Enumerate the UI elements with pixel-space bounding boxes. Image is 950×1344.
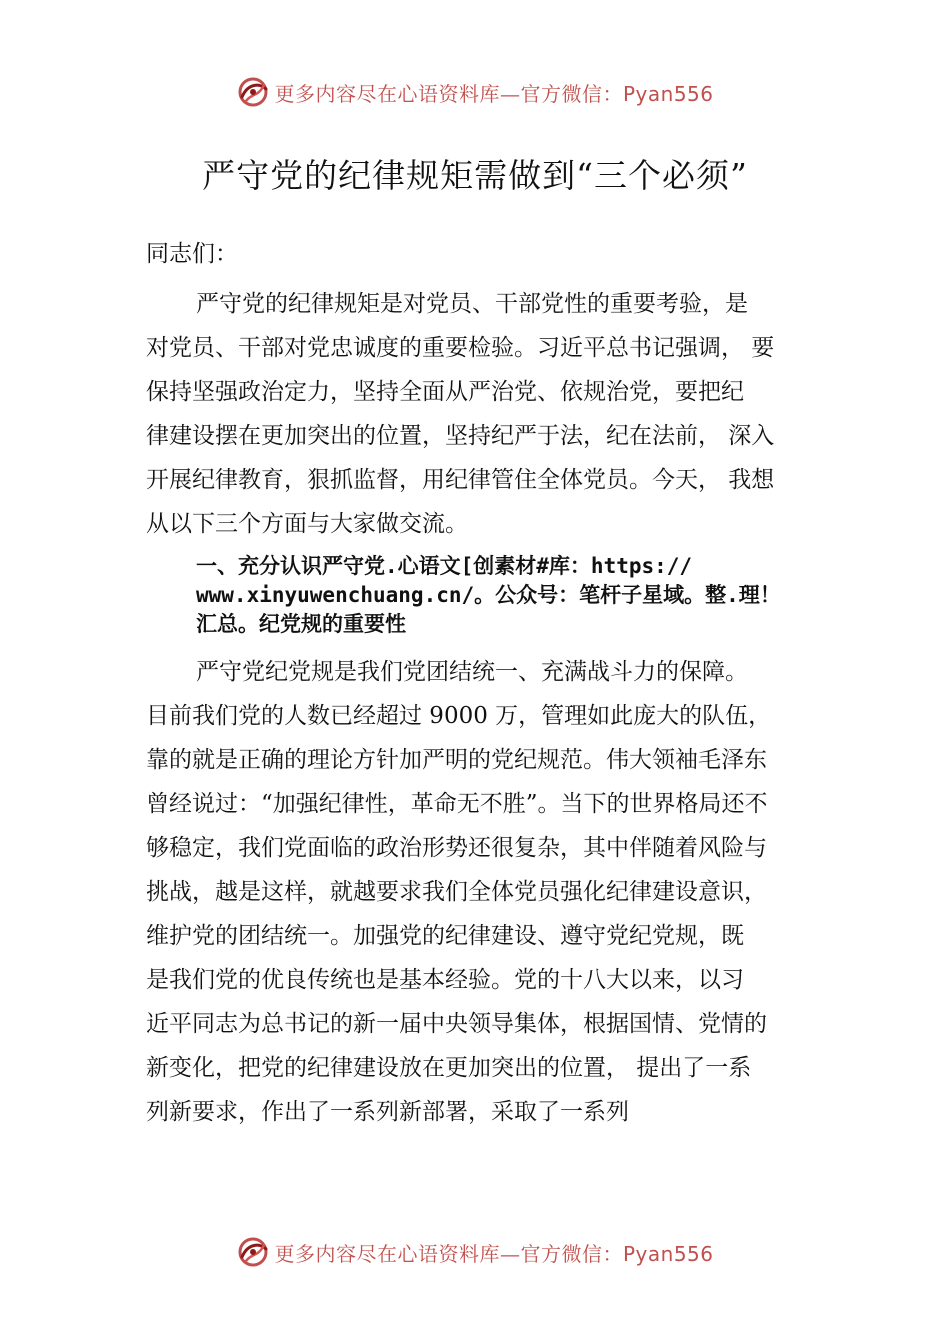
paragraph-line: 严守党纪党规是我们党团结统一、充满战斗力的保障。 <box>196 659 748 685</box>
paragraph-line: 够稳定，我们党面临的政治形势还很复杂，其中伴随着风险与 <box>146 835 767 861</box>
paragraph-line: 目前我们党的人数已经超过 9000 万，管理如此庞大的队伍， <box>146 703 772 729</box>
paragraph-line: 是我们党的优良传统也是基本经验。党的十八大以来，以习 <box>146 967 744 993</box>
salutation: 同志们： <box>146 241 238 267</box>
header-banner-text: 更多内容尽在心语资料库—官方微信：Pyan556 <box>274 81 714 106</box>
paragraph-line: 开展纪律教育，狠抓监督，用纪律管住全体党员。今天， 我想 <box>146 467 775 493</box>
paragraph-line: 曾经说过：“加强纪律性，革命无不胜”。当下的世界格局还不 <box>146 791 768 817</box>
header-wechat-id: Pyan556 <box>622 81 714 106</box>
footer-banner-text: 更多内容尽在心语资料库—官方微信：Pyan556 <box>274 1241 714 1266</box>
heading-line: www.xinyuwenchuang.cn/。公众号：笔杆子星域。整.理！ <box>196 583 781 607</box>
paragraph-line: 挑战，越是这样，就越要求我们全体党员强化纪律建设意识， <box>146 879 767 905</box>
paragraph-1 <box>146 282 826 546</box>
heading-line: 一、充分认识严守党.心语文[创素材#库：https:// <box>196 554 693 578</box>
paragraph-line: 严守党的纪律规矩是对党员、干部党性的重要考验，是 <box>196 291 748 317</box>
red-swirl-logo-icon <box>236 1235 270 1269</box>
paragraph-line: 新变化，把党的纪律建设放在更加突出的位置， 提出了一系 <box>146 1055 752 1081</box>
paragraph-line: 维护党的团结统一。加强党的纪律建设、遵守党纪党规，既 <box>146 923 744 949</box>
paragraph-line: 列新要求，作出了一系列新部署，采取了一系列 <box>146 1099 629 1125</box>
paragraph-line: 靠的就是正确的理论方针加严明的党纪规范。伟大领袖毛泽东 <box>146 747 767 773</box>
document-title: 严守党的纪律规矩需做到“三个必须” <box>202 156 748 195</box>
paragraph-line: 保持坚强政治定力，坚持全面从严治党、依规治党，要把纪 <box>146 379 744 405</box>
header-banner <box>0 72 950 112</box>
footer-banner <box>0 1232 950 1272</box>
paragraph-line: 律建设摆在更加突出的位置，坚持纪严于法，纪在法前， 深入 <box>146 423 775 449</box>
paragraph-line: 近平同志为总书记的新一届中央领导集体，根据国情、党情的 <box>146 1011 767 1037</box>
paragraph-line: 对党员、干部对党忠诚度的重要检验。习近平总书记强调， 要 <box>146 335 775 361</box>
section-heading-1 <box>196 552 846 639</box>
red-swirl-logo-icon <box>236 75 270 109</box>
paragraph-2 <box>146 650 826 1134</box>
paragraph-line: 从以下三个方面与大家做交流。 <box>146 511 468 537</box>
footer-wechat-id: Pyan556 <box>622 1241 714 1266</box>
heading-line: 汇总。纪党规的重要性 <box>196 612 406 636</box>
